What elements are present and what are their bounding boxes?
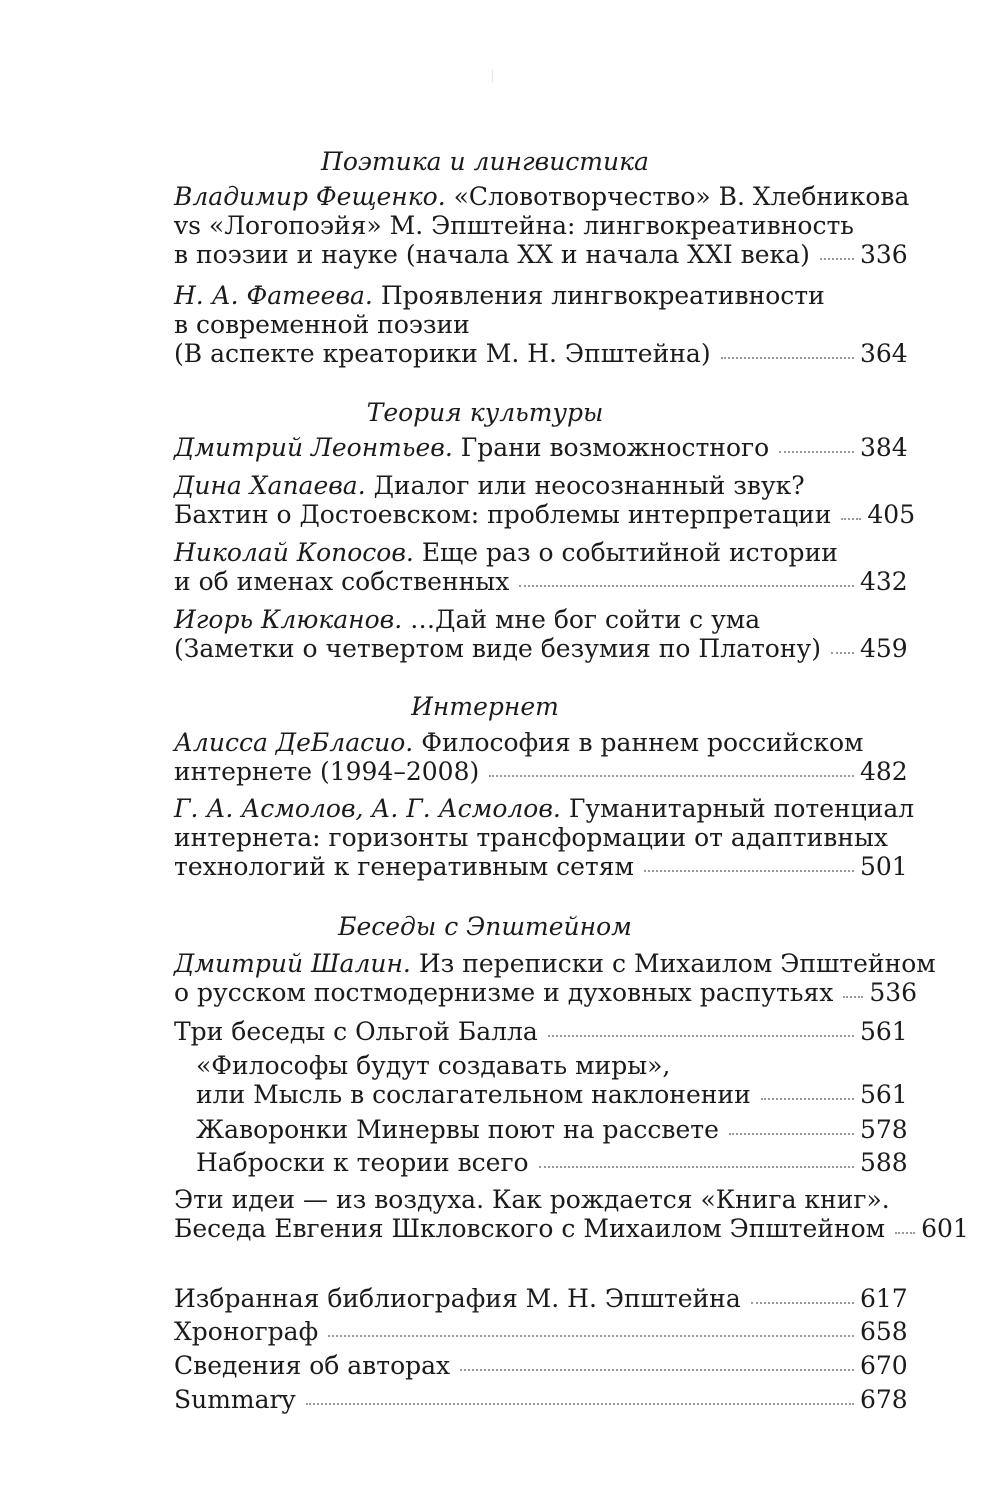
entry-title-line: Summary <box>174 1385 296 1414</box>
entry-author: Н. А. Фатеева. <box>174 281 373 310</box>
page-number: 617 <box>860 1284 908 1313</box>
dot-leader <box>843 996 863 998</box>
dot-leader <box>779 451 854 453</box>
entry-author: Дмитрий Шалин. <box>174 949 411 978</box>
page-number: 501 <box>860 852 908 881</box>
dot-leader <box>895 1232 915 1234</box>
entry-title-line: Диалог или неосознанный звук? <box>373 471 805 500</box>
entry-author: Дмитрий Леонтьев. <box>174 433 453 462</box>
section-title: Беседы с Эпштейном <box>338 912 632 941</box>
dot-leader <box>548 1035 854 1037</box>
entry-title-line: в поэзии и науке (начала XX и начала XXI века) <box>174 240 810 269</box>
entry-title-line: и об именах собственных <box>174 567 510 596</box>
dot-leader <box>729 1133 854 1135</box>
entry-title-line: Гуманитарный потенциал <box>568 794 915 823</box>
dot-leader <box>644 870 854 872</box>
entry-title-line: Избранная библиография М. Н. Эпштейна <box>174 1284 741 1313</box>
entry-title-line: о русском постмодернизме и духовных распутьях <box>174 978 834 1007</box>
entry-title-line: Жаворонки Минервы поют на рассвете <box>196 1115 719 1144</box>
toc-entry-authors[interactable] <box>174 1351 908 1381</box>
entry-title-line: интернете (1994–2008) <box>174 757 480 786</box>
page-number: 536 <box>869 978 918 1007</box>
page-number: 578 <box>860 1115 908 1144</box>
dot-leader <box>306 1403 854 1405</box>
page-number: 364 <box>860 339 908 368</box>
entry-title-line: Проявления лингвокреативности <box>380 281 825 310</box>
page-number: 432 <box>860 567 908 596</box>
toc-subentry[interactable] <box>196 1051 908 1110</box>
page-number: 459 <box>860 634 908 663</box>
entry-title-line: интернета: горизонты трансформации от адаптивных <box>174 823 889 852</box>
entry-title-line: Хронограф <box>174 1317 319 1346</box>
entry-title-line: Беседа Евгения Шкловского с Михаилом Эпштейном <box>174 1214 886 1243</box>
page-number: 336 <box>860 240 908 269</box>
toc-entry[interactable] <box>174 605 908 664</box>
entry-title-line: Наброски к теории всего <box>196 1148 529 1177</box>
entry-title-line: Философия в раннем российском <box>421 728 864 757</box>
entry-title-line: (Заметки о четвертом виде безумия по Платону) <box>174 634 821 663</box>
entry-author: Николай Копосов. <box>174 538 414 567</box>
page-number: 384 <box>860 433 908 462</box>
entry-title-line: Бахтин о Достоевском: проблемы интерпретации <box>174 500 832 529</box>
page-number: 670 <box>860 1351 908 1380</box>
dot-leader <box>519 585 854 587</box>
dot-leader <box>751 1302 854 1304</box>
toc-subentry[interactable] <box>196 1148 908 1178</box>
page-number: 588 <box>860 1148 908 1177</box>
entry-author: Игорь Клюканов. <box>174 605 403 634</box>
dot-leader <box>489 775 854 777</box>
entry-author: Г. А. Асмолов, А. Г. Асмолов. <box>174 794 561 823</box>
entry-title-line: Еще раз о событийной истории <box>421 538 838 567</box>
entry-title-line: Грани возможностного <box>460 433 770 462</box>
entry-author: Владимир Фещенко. <box>174 182 446 211</box>
toc-subentry[interactable] <box>196 1115 908 1145</box>
section-title: Теория культуры <box>366 398 604 427</box>
entry-title-line: (В аспекте креаторики М. Н. Эпштейна) <box>174 339 711 368</box>
dot-leader <box>460 1369 854 1371</box>
dot-leader <box>831 652 854 654</box>
toc-entry[interactable] <box>174 949 936 1008</box>
toc-entry-summary[interactable] <box>174 1385 908 1415</box>
section-title: Поэтика и лингвистика <box>321 147 649 176</box>
entry-title-line: или Мысль в сослагательном наклонении <box>196 1080 751 1109</box>
dot-leader <box>841 518 861 520</box>
entry-title-line: …Дай мне бог сойти с ума <box>410 605 761 634</box>
entry-title-line: Три беседы с Ольгой Балла <box>174 1017 538 1046</box>
section-title: Интернет <box>411 692 559 721</box>
toc-entry[interactable] <box>174 182 910 270</box>
dot-leader <box>539 1166 854 1168</box>
entry-title-line: в современной поэзии <box>174 310 470 339</box>
toc-entry[interactable] <box>174 1185 969 1244</box>
toc-entry[interactable] <box>174 281 908 369</box>
page-number: 658 <box>860 1317 908 1346</box>
dot-leader <box>761 1098 854 1100</box>
entry-title-line: Из переписки с Михаилом Эпштейном <box>418 949 936 978</box>
entry-title-line: «Философы будут создавать миры», <box>196 1051 671 1080</box>
toc-entry[interactable] <box>174 794 915 882</box>
entry-title-line: «Словотворчество» В. Хлебникова <box>453 182 910 211</box>
page-number: 482 <box>860 757 908 786</box>
entry-author: Дина Хапаева. <box>174 471 366 500</box>
page-number: 601 <box>921 1214 969 1243</box>
entry-title-line: Эти идеи — из воздуха. Как рождается «Книга книг». <box>174 1185 890 1214</box>
dot-leader <box>721 357 854 359</box>
dot-leader <box>328 1335 854 1337</box>
page-top-mark <box>492 70 493 82</box>
entry-title-line: Сведения об авторах <box>174 1351 451 1380</box>
entry-author: Алисса ДеБласио. <box>174 728 414 757</box>
toc-entry[interactable] <box>174 728 908 787</box>
toc-entry-bibliography[interactable] <box>174 1284 908 1314</box>
toc-entry-chronograph[interactable] <box>174 1317 908 1347</box>
toc-entry[interactable] <box>174 433 908 463</box>
page-number: 678 <box>860 1385 908 1414</box>
entry-title-line: технологий к генеративным сетям <box>174 852 634 881</box>
toc-entry[interactable] <box>174 538 908 597</box>
toc-entry[interactable] <box>174 471 916 530</box>
page-number: 405 <box>867 500 916 529</box>
page-number: 561 <box>860 1080 908 1109</box>
page-number: 561 <box>860 1017 908 1046</box>
toc-entry[interactable] <box>174 1017 908 1047</box>
dot-leader <box>820 258 854 260</box>
entry-title-line: vs «Логопоэйя» М. Эпштейна: лингвокреативность <box>174 211 854 240</box>
